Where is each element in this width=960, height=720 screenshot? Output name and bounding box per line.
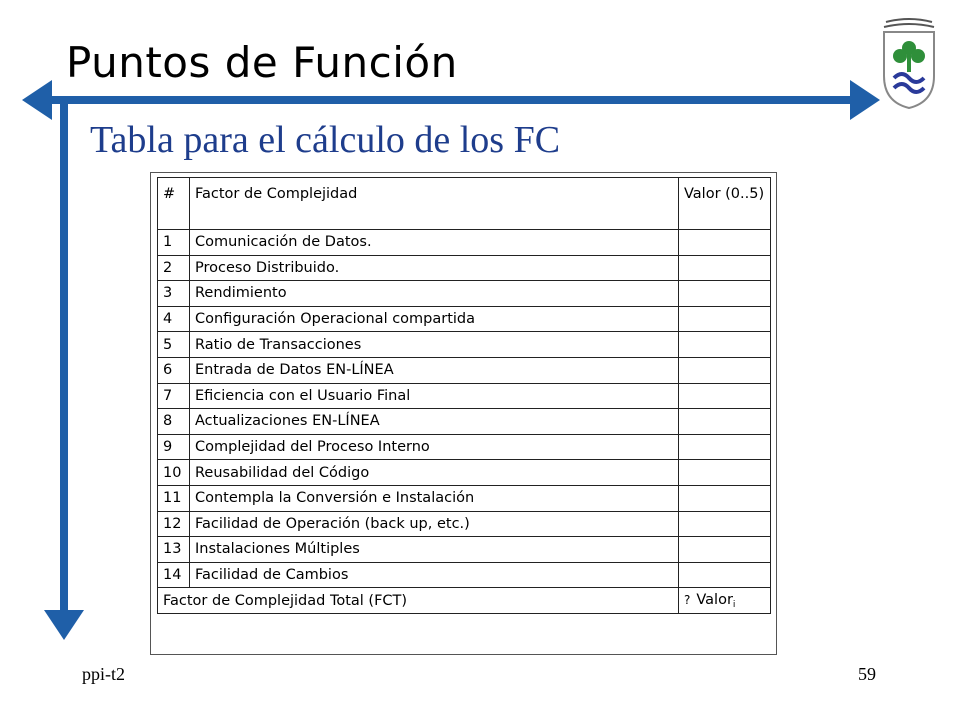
row-value <box>679 255 771 281</box>
header-value: Valor (0..5) <box>679 178 771 230</box>
row-factor: Comunicación de Datos. <box>190 230 679 256</box>
total-label: Factor de Complejidad Total (FCT) <box>158 588 679 614</box>
header-factor: Factor de Complejidad <box>190 178 679 230</box>
slide-title: Puntos de Función <box>66 38 458 87</box>
row-factor: Eficiencia con el Usuario Final <box>190 383 679 409</box>
row-num: 12 <box>158 511 190 537</box>
total-subscript: i <box>732 599 736 610</box>
row-value <box>679 434 771 460</box>
page-number: 59 <box>858 664 876 684</box>
row-num: 5 <box>158 332 190 358</box>
row-value <box>679 281 771 307</box>
row-num: 4 <box>158 306 190 332</box>
row-num: 7 <box>158 383 190 409</box>
row-num: 13 <box>158 537 190 563</box>
row-num: 14 <box>158 562 190 588</box>
row-factor: Actualizaciones EN-LÍNEA <box>190 409 679 435</box>
row-value <box>679 511 771 537</box>
table-row <box>158 255 771 281</box>
table-row <box>158 281 771 307</box>
row-value <box>679 383 771 409</box>
table-row <box>158 230 771 256</box>
row-num: 8 <box>158 409 190 435</box>
factor-table <box>157 177 771 614</box>
row-factor: Proceso Distribuido. <box>190 255 679 281</box>
row-value <box>679 537 771 563</box>
row-value <box>679 485 771 511</box>
row-num: 11 <box>158 485 190 511</box>
table-row <box>158 306 771 332</box>
row-factor: Facilidad de Cambios <box>190 562 679 588</box>
factor-table-frame <box>150 172 777 655</box>
table-row <box>158 460 771 486</box>
row-factor: Instalaciones Múltiples <box>190 537 679 563</box>
table-row <box>158 409 771 435</box>
table-header-row <box>158 178 771 230</box>
row-factor: Configuración Operacional compartida <box>190 306 679 332</box>
row-factor: Contempla la Conversión e Instalación <box>190 485 679 511</box>
row-factor: Reusabilidad del Código <box>190 460 679 486</box>
row-value <box>679 562 771 588</box>
row-num: 6 <box>158 357 190 383</box>
table-row <box>158 485 771 511</box>
row-value <box>679 357 771 383</box>
row-factor: Complejidad del Proceso Interno <box>190 434 679 460</box>
table-row <box>158 562 771 588</box>
row-value <box>679 306 771 332</box>
row-num: 9 <box>158 434 190 460</box>
table-row <box>158 537 771 563</box>
header-num: # <box>158 178 190 230</box>
right-arrowhead-icon <box>850 80 880 120</box>
row-num: 1 <box>158 230 190 256</box>
row-value <box>679 230 771 256</box>
row-num: 2 <box>158 255 190 281</box>
row-factor: Rendimiento <box>190 281 679 307</box>
table-row <box>158 332 771 358</box>
table-row <box>158 383 771 409</box>
table-row <box>158 511 771 537</box>
row-factor: Entrada de Datos EN-LÍNEA <box>190 357 679 383</box>
row-num: 3 <box>158 281 190 307</box>
slide-subtitle: Tabla para el cálculo de los FC <box>90 119 561 161</box>
row-num: 10 <box>158 460 190 486</box>
row-value <box>679 460 771 486</box>
footer-course-code: ppi-t2 <box>82 664 125 684</box>
table-total-row <box>158 588 771 614</box>
total-value <box>679 588 771 614</box>
total-value-text: Valor <box>696 591 733 608</box>
row-value <box>679 332 771 358</box>
clover-shield-icon <box>878 18 940 110</box>
table-row <box>158 434 771 460</box>
row-value <box>679 409 771 435</box>
table-row <box>158 357 771 383</box>
down-arrowhead-icon <box>44 610 84 640</box>
row-factor: Facilidad de Operación (back up, etc.) <box>190 511 679 537</box>
row-factor: Ratio de Transacciones <box>190 332 679 358</box>
left-arrowhead-icon <box>22 80 52 120</box>
sum-symbol: ? <box>684 592 691 607</box>
